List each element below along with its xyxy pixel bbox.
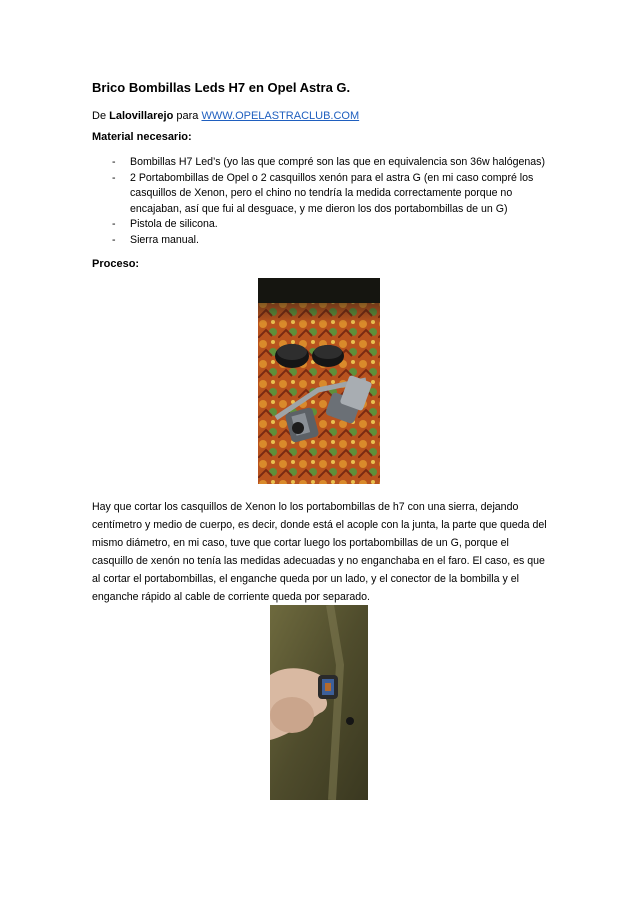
bullet-dash: - — [112, 156, 116, 168]
list-item — [92, 233, 552, 249]
byline-prefix: De — [92, 110, 110, 122]
list-item-text: Sierra manual. — [130, 233, 199, 246]
list-item-text: 2 Portabombillas de Opel o 2 casquillos xenón para el astra G (en mi caso compré los casquillos de Xenon, pero el chino no tendría la medida correctamente porque no encajaban, así que fui al desguace, y me dieron los dos portabombillas de un G) — [130, 171, 534, 215]
photo-bulb-holders — [258, 278, 380, 484]
byline — [92, 110, 359, 122]
author-name: Lalovillarejo — [109, 110, 174, 122]
process-heading: Proceso: — [92, 258, 140, 270]
list-item — [92, 155, 552, 171]
bullet-dash: - — [112, 171, 116, 184]
bullet-dash: - — [112, 233, 116, 246]
document-title: Brico Bombillas Leds H7 en Opel Astra G. — [92, 80, 351, 95]
site-link[interactable]: WWW.OPELASTRACLUB.COM — [201, 110, 360, 122]
list-item — [92, 171, 552, 218]
process-paragraph: Hay que cortar los casquillos de Xenon lo los portabombillas de h7 con una sierra, dejando centímetro y medio de cuerpo, es decir, donde está el acople con la junta, la parte que queda del mismo diámetro, en mi caso, tuve que cortar luego los portabombillas de un G, porque el casquillo de xenón no tenía las medidas adecuadas y no enganchaba en el faro. El caso, es que al cortar el portabombillas, el enganche queda por un lado, y el conector de la bombilla y el enganche rápido al cable de corriente queda por separado. — [92, 501, 547, 603]
photo-bulb-holders-image — [258, 278, 380, 484]
photo-hand-holder-image — [270, 605, 368, 800]
materials-list — [92, 155, 552, 248]
list-item-text: Bombillas H7 Led’s (yo las que compré son las que en equivalencia son 36w halógenas) — [130, 156, 545, 168]
list-item — [92, 217, 552, 233]
bullet-dash: - — [112, 218, 116, 230]
list-item-text: Pistola de silicona. — [130, 218, 218, 230]
photo-hand-holder — [270, 605, 368, 800]
byline-middle: para — [173, 110, 202, 122]
materials-heading: Material necesario: — [92, 131, 192, 143]
